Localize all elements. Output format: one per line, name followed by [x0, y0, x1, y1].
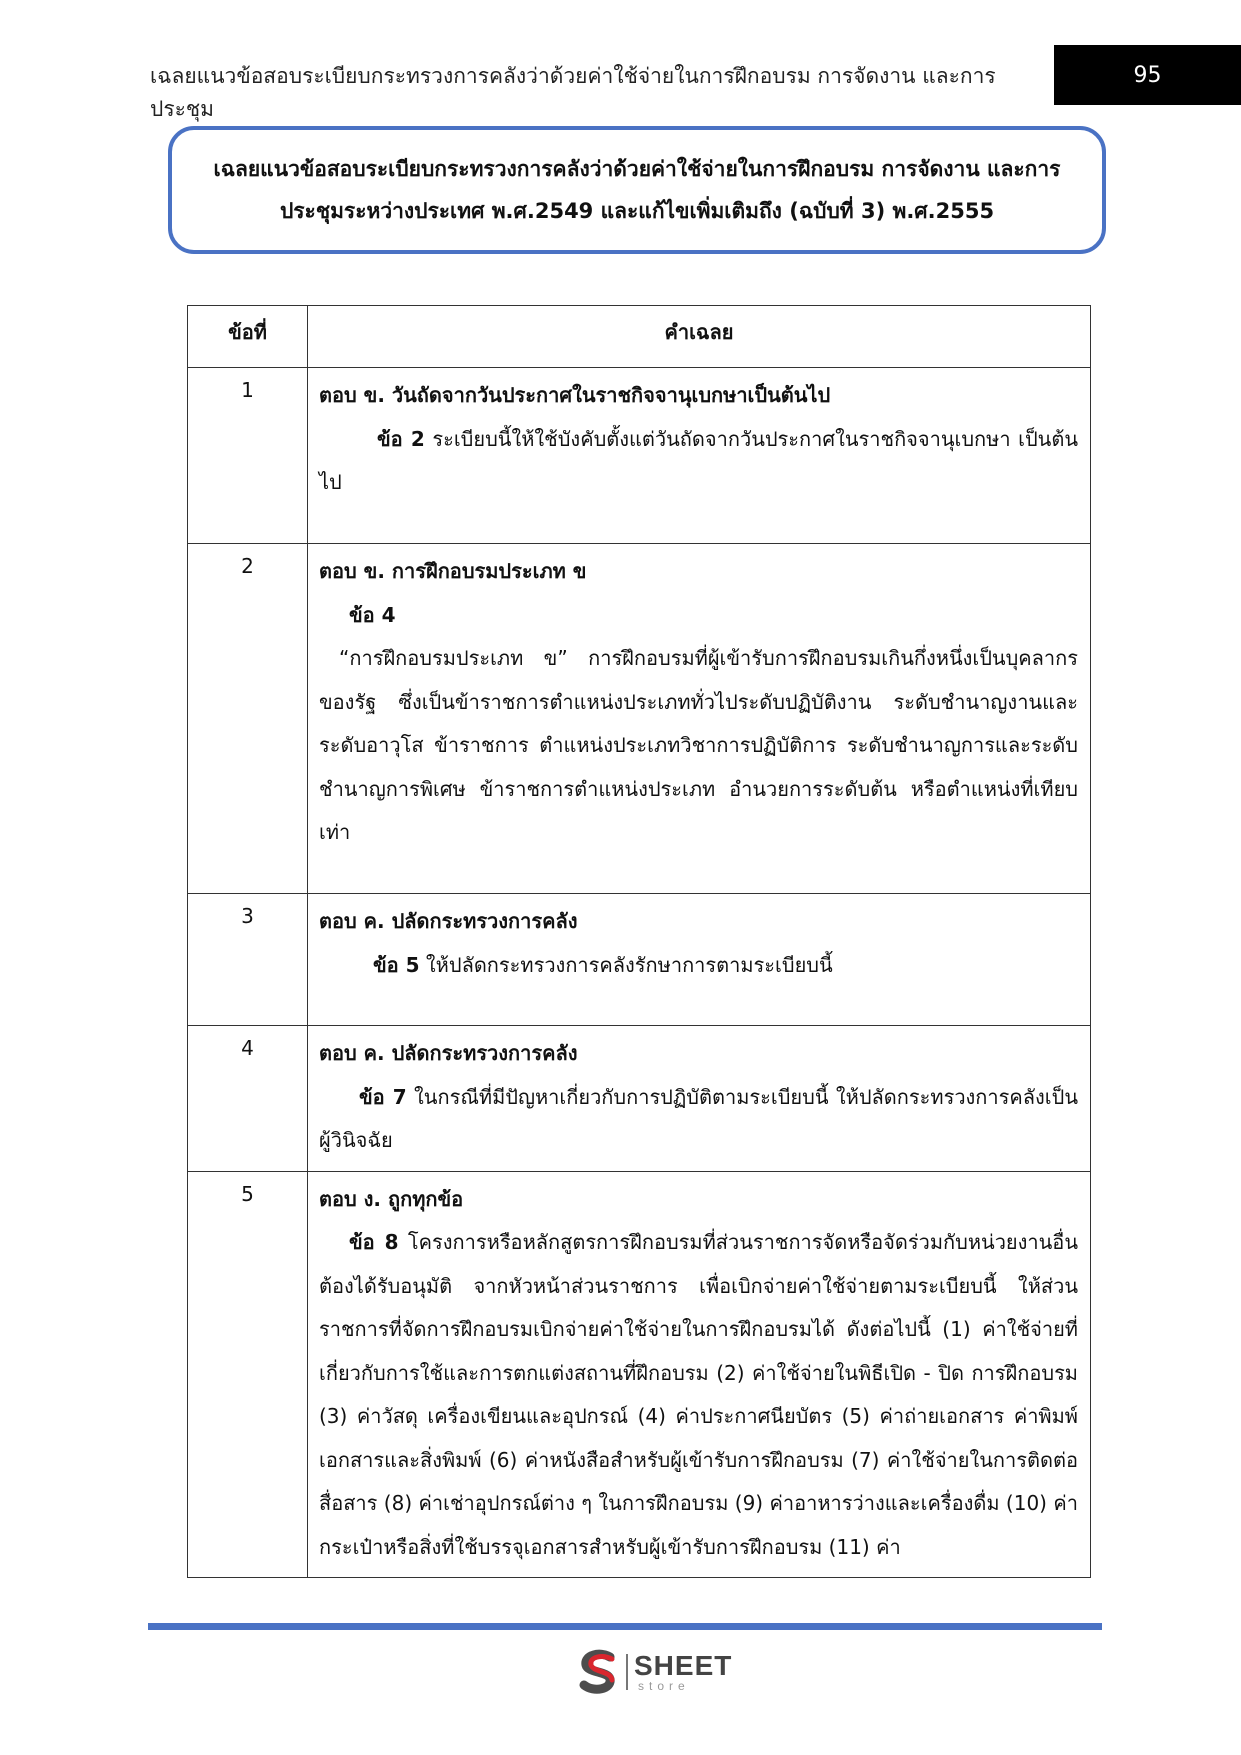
document-title-line-2: ประชุมระหว่างประเทศ พ.ศ.2549 และแก้ไขเพิ่มเติมถึง (ฉบับที่ 3) พ.ศ.2555 — [279, 199, 995, 223]
answer-table — [187, 305, 1091, 1578]
logo-sub-text: store — [638, 1679, 690, 1693]
reference-label: ข้อ 4 — [349, 602, 396, 627]
sheet-store-s-icon — [576, 1649, 622, 1695]
reference-text: ให้ปลัดกระทรวงการคลังรักษาการตามระเบียบนี้ — [419, 952, 833, 977]
answer-reference — [319, 1076, 1078, 1163]
answer-reference — [319, 944, 1078, 988]
answer-cell — [308, 894, 1091, 1026]
reference-label: ข้อ 8 — [349, 1230, 399, 1254]
column-header-number: ข้อที่ — [188, 306, 308, 368]
logo-separator — [626, 1654, 628, 1690]
footer-divider — [148, 1623, 1102, 1630]
row-number: 3 — [188, 894, 308, 1026]
answer-cell — [308, 368, 1091, 544]
table-row — [188, 1026, 1091, 1172]
table-row — [188, 544, 1091, 894]
answer-reference — [319, 418, 1078, 505]
answer-cell — [308, 544, 1091, 894]
reference-text: ในกรณีที่มีปัญหาเกี่ยวกับการปฏิบัติตามระเบียบนี้ ให้ปลัดกระทรวงการคลังเป็นผู้วินิจฉัย — [319, 1084, 1078, 1152]
column-header-answer: คำเฉลย — [308, 306, 1091, 368]
document-title-box — [168, 126, 1106, 254]
reference-label: ข้อ 7 — [359, 1084, 407, 1109]
answer-reference — [319, 1221, 1078, 1569]
table-row — [188, 1171, 1091, 1578]
reference-text: โครงการหรือหลักสูตรการฝึกอบรมที่ส่วนราชการจัดหรือจัดร่วมกับหน่วยงานอื่นต้องได้รับอนุมัติ จากหัวหน้าส่วนราชการ เพื่อเบิกจ่ายค่าใช้จ่ายตามระเบียบนี้ ให้ส่วนราชการที่จัดการฝึกอบรมเบิกจ่ายค่าใช้จ่ายในการฝึกอบรมได้ ดังต่อไปนี้ (1) ค่าใช้จ่ายที่เกี่ยวกับการใช้และการตกแต่งสถานที่ฝึกอบรม (2) ค่าใช้จ่ายในพิธีเปิด - ปิด การฝึกอบรม (3) ค่าวัสดุ เครื่องเขียนและอุปกรณ์ (4) ค่าประกาศนียบัตร (5) ค่าถ่ายเอกสาร ค่าพิมพ์เอกสารและสิ่งพิมพ์ (6) ค่าหนังสือสำหรับผู้เข้ารับการฝึกอบรม (7) ค่าใช้จ่ายในการติดต่อสื่อสาร (8) ค่าเช่าอุปกรณ์ต่าง ๆ ในการฝึกอบรม (9) ค่าอาหารว่างและเครื่องดื่ม (10) ค่ากระเป๋าหรือสิ่งที่ใช้บรรจุเอกสารสำหรับผู้เข้ารับการฝึกอบรม (11) ค่า — [319, 1230, 1078, 1559]
sheet-store-logo — [576, 1644, 746, 1700]
page-number: 95 — [1133, 62, 1162, 88]
table-row — [188, 368, 1091, 544]
answer-cell — [308, 1026, 1091, 1172]
document-title-line-1: เฉลยแนวข้อสอบระเบียบกระทรวงการคลังว่าด้วยค่าใช้จ่ายในการฝึกอบรม การจัดงาน และการ — [213, 157, 1061, 181]
row-number: 2 — [188, 544, 308, 894]
reference-label: ข้อ 5 — [373, 952, 420, 977]
answer-choice: ตอบ ค. ปลัดกระทรวงการคลัง — [319, 1041, 578, 1065]
answer-choice: ตอบ ค. ปลัดกระทรวงการคลัง — [319, 909, 578, 933]
reference-text — [319, 637, 1078, 855]
table-header-row — [188, 306, 1091, 368]
answer-cell — [308, 1171, 1091, 1578]
reference-text-content: “การฝึกอบรมประเภท ข” การฝึกอบรมที่ผู้เข้ารับการฝึกอบรมเกินกึ่งหนึ่งเป็นบุคลากรของรัฐ ซึ่งเป็นข้าราชการตำแหน่งประเภททั่วไประดับปฏิบัติงาน ระดับชำนาญงานและระดับอาวุโส ข้าราชการ ตำแหน่งประเภทวิชาการปฏิบัติการ ระดับชำนาญการและระดับชำนาญการพิเศษ ข้าราชการตำแหน่งประเภท อำนวยการระดับต้น หรือตำแหน่งที่เทียบเท่า — [319, 646, 1078, 844]
page-number-box — [1054, 45, 1241, 105]
table-row — [188, 894, 1091, 1026]
reference-text: ระเบียบนี้ให้ใช้บังคับตั้งแต่วันถัดจากวันประกาศในราชกิจจานุเบกษา เป็นต้นไป — [319, 426, 1078, 494]
answer-choice: ตอบ ข. วันถัดจากวันประกาศในราชกิจจานุเบกษาเป็นต้นไป — [319, 383, 831, 407]
row-number: 5 — [188, 1171, 308, 1578]
answer-choice: ตอบ ง. ถูกทุกข้อ — [319, 1186, 464, 1211]
logo-main-text: SHEET — [634, 1650, 733, 1681]
running-header-title: เฉลยแนวข้อสอบระเบียบกระทรวงการคลังว่าด้วยค่าใช้จ่ายในการฝึกอบรม การจัดงาน และการประชุม — [150, 64, 996, 121]
logo-wordmark — [634, 1652, 732, 1692]
reference-label: ข้อ 2 — [377, 426, 425, 451]
row-number: 1 — [188, 368, 308, 544]
answer-choice: ตอบ ข. การฝึกอบรมประเภท ข — [319, 559, 587, 583]
row-number: 4 — [188, 1026, 308, 1172]
